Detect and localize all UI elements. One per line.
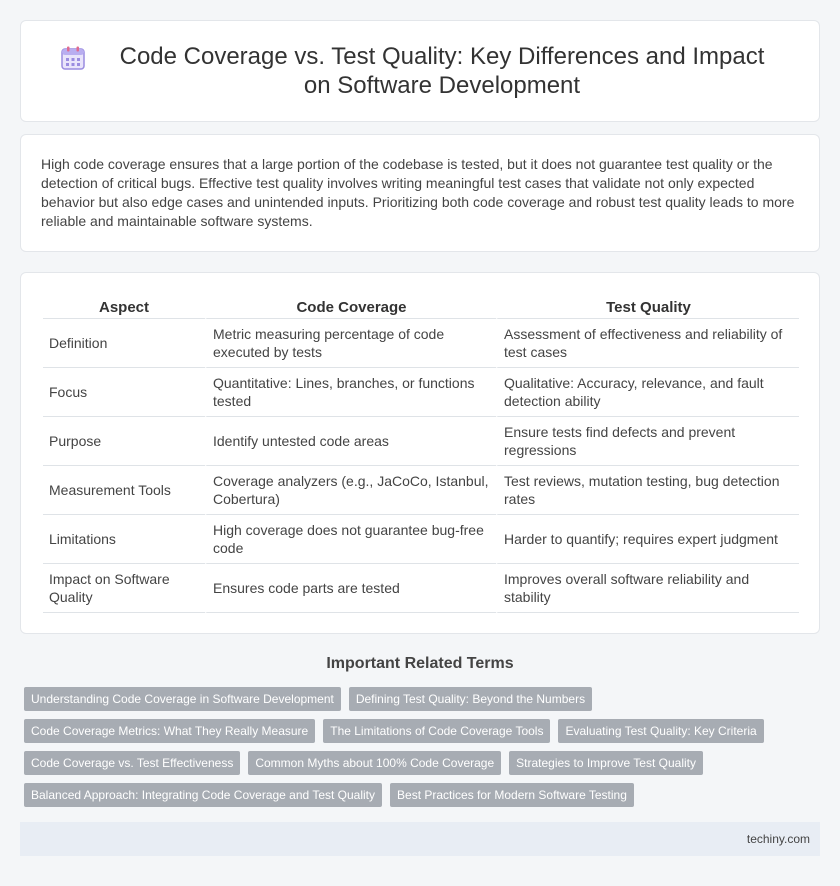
tag-row: [24, 719, 804, 743]
intro-card: [20, 134, 820, 252]
title-card: [20, 20, 820, 122]
related-term-tag[interactable]: Code Coverage Metrics: What They Really Measure: [24, 719, 315, 743]
related-term-tag[interactable]: The Limitations of Code Coverage Tools: [323, 719, 550, 743]
related-term-tag[interactable]: Defining Test Quality: Beyond the Numbers: [349, 687, 592, 711]
table-row: [43, 515, 799, 564]
table-cell: Test reviews, mutation testing, bug detection rates: [496, 466, 799, 515]
table-cell: Identify untested code areas: [205, 417, 496, 466]
related-term-tag[interactable]: Evaluating Test Quality: Key Criteria: [558, 719, 763, 743]
tag-row: [24, 783, 804, 807]
table-cell: Improves overall software reliability and stability: [496, 564, 799, 613]
header-aspect: Aspect: [43, 297, 205, 319]
table-cell: Measurement Tools: [43, 466, 205, 515]
related-term-tag[interactable]: Best Practices for Modern Software Testing: [390, 783, 634, 807]
table-row: [43, 319, 799, 368]
table-cell: Harder to quantify; requires expert judgment: [496, 515, 799, 564]
footer-brand[interactable]: techiny.com: [746, 832, 810, 846]
table-cell: Assessment of effectiveness and reliability of test cases: [496, 319, 799, 368]
calendar-icon: [60, 45, 86, 71]
related-terms-list: [24, 687, 804, 815]
table-cell: High coverage does not guarantee bug-free code: [205, 515, 496, 564]
header-test-quality: Test Quality: [496, 297, 799, 319]
title-wrap: [60, 42, 780, 100]
table-row: [43, 368, 799, 417]
table-cell: Definition: [43, 319, 205, 368]
table-cell: Quantitative: Lines, branches, or functions tested: [205, 368, 496, 417]
footer: [20, 822, 820, 856]
tag-row: [24, 751, 804, 775]
header-code-coverage: Code Coverage: [205, 297, 496, 319]
comparison-card: [20, 272, 820, 634]
table-cell: Impact on Software Quality: [43, 564, 205, 613]
page-title: Code Coverage vs. Test Quality: Key Differences and Impact on Software Development: [119, 43, 765, 99]
intro-paragraph: High code coverage ensures that a large portion of the codebase is tested, but it does not guarantee test quality or the detection of critical bugs. Effective test quality involves writing meaningful test cases that validate not only expected behavior but also edge cases and unintended inputs. Prioritizing both code coverage and robust test quality leads to more reliable and maintainable software systems.: [41, 156, 795, 229]
table-row: [43, 564, 799, 613]
table-cell: Ensure tests find defects and prevent regressions: [496, 417, 799, 466]
comparison-table: [43, 297, 799, 613]
table-cell: Limitations: [43, 515, 205, 564]
table-cell: Metric measuring percentage of code executed by tests: [205, 319, 496, 368]
table-row: [43, 466, 799, 515]
related-term-tag[interactable]: Code Coverage vs. Test Effectiveness: [24, 751, 240, 775]
table-row: [43, 417, 799, 466]
related-term-tag[interactable]: Common Myths about 100% Code Coverage: [248, 751, 501, 775]
table-cell: Qualitative: Accuracy, relevance, and fault detection ability: [496, 368, 799, 417]
related-terms-heading: Important Related Terms: [326, 655, 514, 672]
table-header-row: [43, 297, 799, 319]
related-term-tag[interactable]: Balanced Approach: Integrating Code Coverage and Test Quality: [24, 783, 382, 807]
related-term-tag[interactable]: Understanding Code Coverage in Software Development: [24, 687, 341, 711]
table-cell: Ensures code parts are tested: [205, 564, 496, 613]
tag-row: [24, 687, 804, 711]
table-cell: Coverage analyzers (e.g., JaCoCo, Istanbul, Cobertura): [205, 466, 496, 515]
table-cell: Focus: [43, 368, 205, 417]
table-cell: Purpose: [43, 417, 205, 466]
related-term-tag[interactable]: Strategies to Improve Test Quality: [509, 751, 703, 775]
